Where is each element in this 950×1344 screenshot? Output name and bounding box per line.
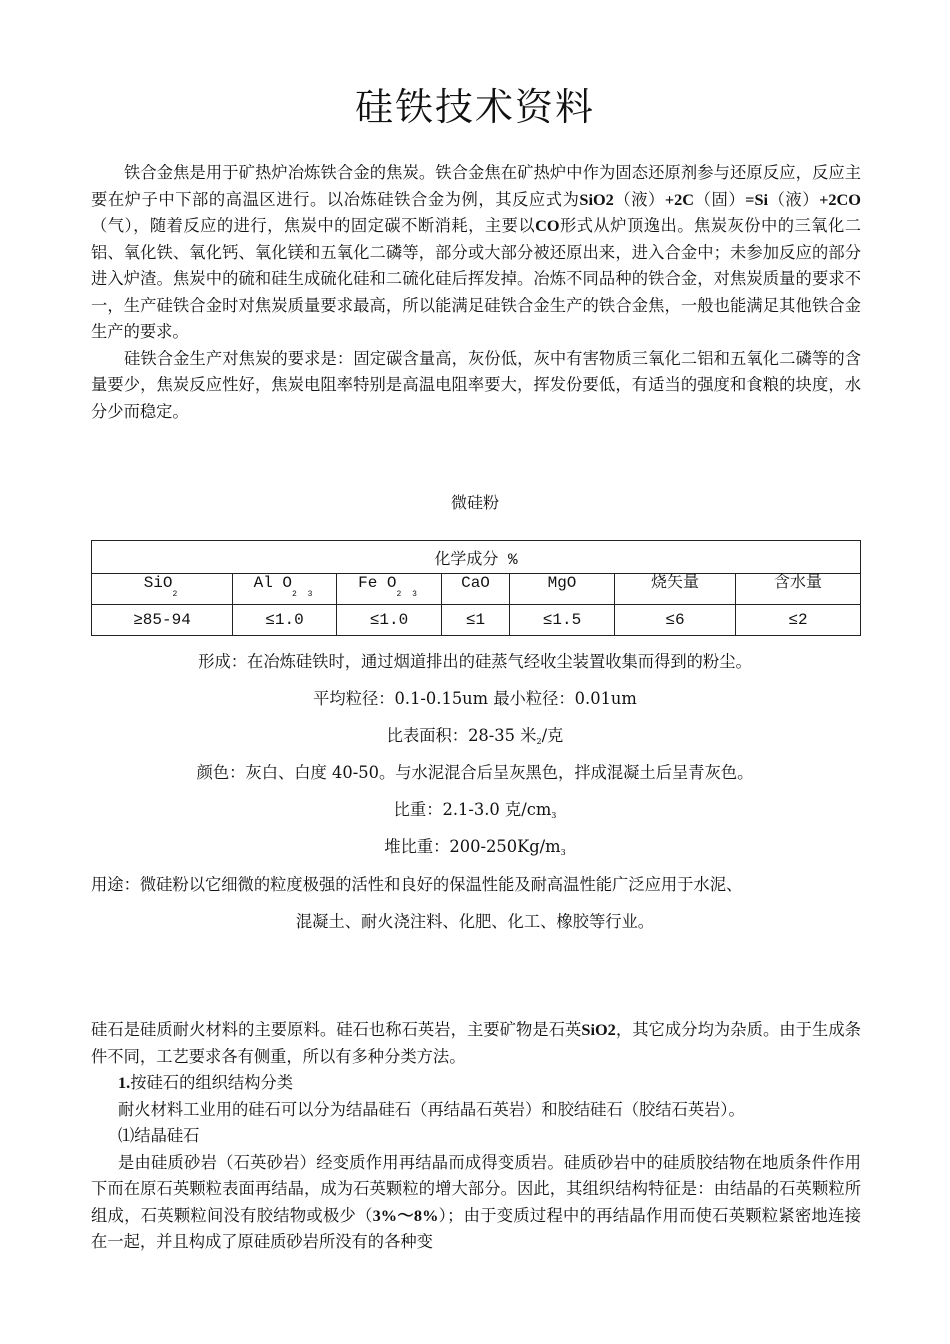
table-cell: ≤1.0 (233, 605, 337, 636)
silica-heading-1: 1.按硅石的组织结构分类 (118, 1073, 294, 1092)
formation-line: 形成：在冶炼硅铁时，通过烟道排出的硅蒸气经收尘装置收集而得到的粉尘。 (198, 652, 752, 671)
density-line: 比重：2.1-3.0 克$/cm_3$ (393, 800, 557, 820)
silica-section (91, 1017, 861, 1256)
column-header: Al $O_{2 3}$ (233, 574, 337, 605)
table-cell: ≤6 (615, 605, 736, 636)
column-header: MgO (510, 574, 615, 605)
column-header: Fe $O_{2 3}$ (337, 574, 442, 605)
surface-area-line: 比表面积：28-35 米$_2$/克 (386, 726, 564, 746)
intro-paragraph-1: 铁合金焦是用于矿热炉冶炼铁合金的焦炭。铁合金焦在矿热炉中作为固态还原剂参与还原反应，反应主要在炉子中下部的高温区进行。以冶炼硅铁合金为例，其反应式为SiO2（液）+2C（固）=Si（液）+2CO（气），随着反应的进行，焦炭中的固定碳不断消耗，主要以CO形式从炉顶逸出。焦炭灰份中的三氧化二铝、氧化铁、氧化钙、氧化镁和五氧化二磷等，部分或大部分被还原出来，进入合金中；未参加反应的部分进入炉渣。焦炭中的硫和硅生成硫化硅和二硫化硅后挥发掉。冶炼不同品种的铁合金，对焦炭质量的要求不一，生产硅铁合金时对焦炭质量要求最高，所以能满足硅铁合金生产的铁合金焦，一般也能满足其他铁合金生产的要求。 (91, 163, 861, 341)
intro-paragraph-2: 硅铁合金生产对焦炭的要求是：固定碳含量高，灰份低，灰中有害物质三氧化二铝和五氧化二磷等的含量要少，焦炭反应性好，焦炭电阻率特别是高温电阻率要大，挥发份要低，有适当的强度和食粮的块度，水分少而稳定。 (91, 348, 861, 421)
column-header: 含水量 (736, 574, 861, 605)
particle-size-line: 平均粒径：0.1-0.15um 最小粒径：0.01um (313, 689, 637, 708)
column-header: SiO$_2$ (92, 574, 233, 605)
silica-paragraph-2: 耐火材料工业用的硅石可以分为结晶硅石（再结晶石英岩）和胶结硅石（胶结石英岩）。 (118, 1099, 745, 1119)
table-cell: ≤1.5 (510, 605, 615, 636)
intro-section (91, 160, 861, 425)
usage-line-2: 混凝土、耐火浇注料、化肥、化工、橡胶等行业。 (295, 912, 655, 931)
bulk-density-line: 堆比重：$200-250Kg/m_3$ (384, 837, 566, 857)
page-title: 硅铁技术资料 (354, 85, 595, 129)
table-caption: 微硅粉 (450, 493, 499, 512)
table-cell: ≤1.0 (337, 605, 442, 636)
table-cell: ≥85-94 (92, 605, 233, 636)
column-header: 烧矢量 (615, 574, 736, 605)
table-cell: ≤2 (736, 605, 861, 636)
composition-table (91, 540, 861, 636)
silica-paragraph-1: 硅石是硅质耐火材料的主要原料。硅石也称石英岩，主要矿物是石英SiO2，其它成分均为杂质。由于生成条件不同，工艺要求各有侧重，所以有多种分类方法。 (91, 1020, 861, 1066)
color-line: 颜色：灰白、白度 40-50。与水泥混合后呈灰黑色，拌成混凝土后呈青灰色。 (196, 763, 754, 782)
column-header: CaO (442, 574, 510, 605)
table-header: 化学成分 % (92, 541, 861, 574)
table-cell: ≤1 (442, 605, 510, 636)
usage-line-1: 用途：微硅粉以它细微的粒度极强的活性和良好的保温性能及耐高温性能广泛应用于水泥、 (91, 875, 743, 894)
silica-heading-2: ⑴结晶硅石 (118, 1126, 200, 1145)
silica-paragraph-3: 是由硅质砂岩（石英砂岩）经变质作用再结晶而成得变质岩。硅质砂岩中的硅质胶结物在地质条件作用下而在原石英颗粒表面再结晶，成为石英颗粒的增大部分。因此，其组织结构特征是：由结晶的石英颗粒所组成，石英颗粒间没有胶结物或极少（3%～8%）；由于变质过程中的再结晶作用而使石英颗粒紧密地连接在一起，并且构成了原硅质砂岩所没有的各种变 (91, 1152, 861, 1251)
